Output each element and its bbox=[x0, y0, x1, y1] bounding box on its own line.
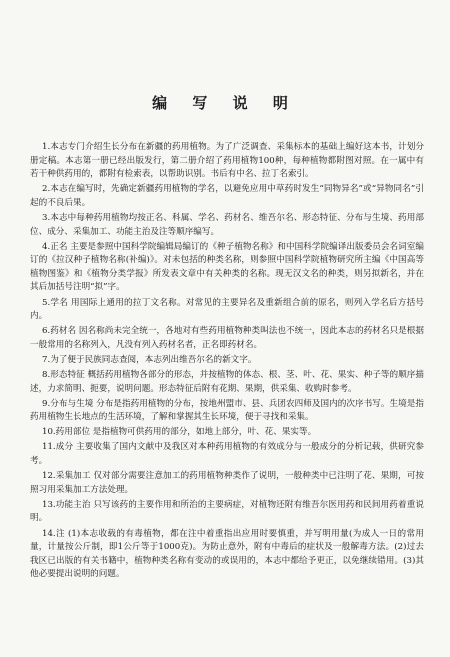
paragraph: 6.药材名 因名称尚未完全统一，各地对有些药用植物种类叫法也不统一，因此本志的药材名只是根据一般常用的名称列入，凡没有列入药材名者，正名即药材名。 bbox=[30, 326, 424, 350]
paragraph: 7.为了便于民族同志查阅，本志列出维吾尔名的新文字。 bbox=[42, 354, 257, 365]
paragraph: 4.正名 主要是参照中国科学院编辑局编订的《种子植物名称》和中国科学院编译出版委员会名词室编订的《拉汉种子植物名称(补编)》。对未包括的种类名称，则参照中国科学院植物研究所主编《中国高等植物图鉴》和《植物分类学报》所发表文章中有关种类的名称。现无汉文名的种类，则另拟新名，并在其后加括号注明“拟”字。 bbox=[30, 241, 424, 293]
paragraph: 12.采集加工 仅对部分需要注意加工的药用植物种类作了说明，一般种类中已注明了花、果期，可按照习用采集加工方法处理。 bbox=[30, 471, 424, 495]
paragraph: 5.学名 用国际上通用的拉丁文名称。对常见的主要异名及重新组合前的原名，则列入学名后方括号内。 bbox=[30, 297, 424, 322]
paragraph: 3.本志中每种药用植物均按正名、科属、学名、药材名、维吾尔名、形态特征、分布与生境、药用部位、成分、采集加工、功能主治及注等顺序编写。 bbox=[30, 212, 424, 237]
paragraph: 14.注 (1)本志收载的有毒植物，都在注中着重指出应用时要慎重，并写明用量(为成人一日的常用量，计量按公斤制，即1公斤等于1000克)。为防止意外，附有中毒后的症状及一般解毒方法。(2)过去我区已出版的有关书籍中，植物种类名称有变动的或误用的，本志中都给予更正，以免继续错用。(3)其他必要提出说明的问题。 bbox=[30, 528, 424, 580]
paragraph: 13.功能主治 只写该药的主要作用和所治的主要病症，对植物还附有维吾尔医用药和民间用药着重说明。 bbox=[30, 499, 424, 524]
paragraph: 2.本志在编写时，先确定新疆药用植物的学名，以避免应用中草药时发生“同物异名”或“异物同名”引起的不良后果。 bbox=[30, 184, 424, 208]
paragraph: 9.分布与生境 分布是指药用植物的分布，按地州盟市、县、兵团农四师及国内的次序书写。生境是指药用植物生长地点的生活环境，了解和掌握其生长环境，便于寻找和采集。 bbox=[30, 398, 424, 423]
paragraph: 11.成分 主要收集了国内文献中及我区对本种药用植物的有效成分与一般成分的分析记载，供研究参考。 bbox=[30, 442, 424, 467]
paragraph: 8.形态特征 概括药用植物各部分的形态，并按植物的体态、根、茎、叶、花、果实、种子等的顺序描述，力求简明、扼要，说明问题。形态特征后附有花期、果期，供采集、收购时参考。 bbox=[30, 370, 424, 394]
page-title: 编 写 说 明 bbox=[152, 94, 298, 112]
paragraph: 1.本志专门介绍生长分布在新疆的药用植物。为了广泛调查、采集标本的基础上编好这本书，计划分册定稿。本志第一册已经出版发行，第二册介绍了药用植物100种，每种植物都附图对照。在一属中有若干种供药用的，都附有检索表，以帮助识别。书后有中名、拉丁名索引。 bbox=[30, 142, 424, 180]
paragraph: 10.药用部位 是指植物可供药用的部分，如地上部分，叶、花、果实等。 bbox=[42, 427, 317, 438]
document-body bbox=[30, 141, 424, 582]
